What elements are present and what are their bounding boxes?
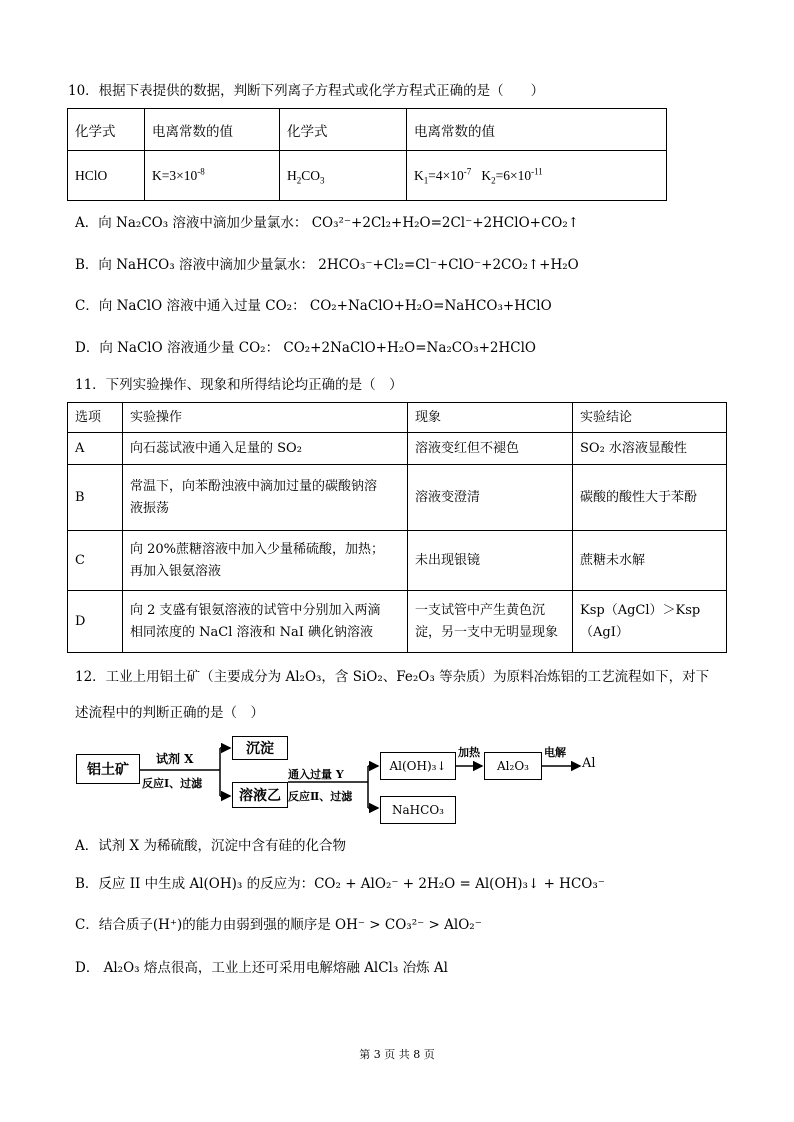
aluminium-label: Al [582, 756, 596, 771]
q11-cell-option: B [68, 465, 123, 531]
q11-cell-phenomenon: 一支试管中产生黄色沉 淀，另一支中无明显现象 [408, 591, 573, 653]
q10-table [67, 108, 667, 201]
electrolysis-label: 电解 [544, 746, 566, 759]
heat-label: 加热 [458, 746, 480, 759]
q12-option-b: B．反应 II 中生成 Al(OH)₃ 的反应为：CO₂ + AlO₂⁻ + 2H₂O = Al(OH)₃↓ + HCO₃⁻ [75, 876, 605, 892]
pass-y-label: 通入过量 Y [288, 768, 344, 781]
q11-cell-phenomenon: 未出现银镜 [408, 531, 573, 591]
q11-header-option: 选项 [68, 403, 123, 433]
bauxite-box: 铝土矿 [76, 754, 140, 784]
q11-cell-conclusion: Ksp（AgCl）＞Ksp（AgI） [573, 591, 727, 653]
q10-header-constant1: 电离常数的值 [145, 109, 280, 151]
q11-cell-conclusion: SO₂ 水溶液显酸性 [573, 433, 727, 465]
q10-option-d: D．向 NaClO 溶液通少量 CO₂： CO₂+2NaClO+H₂O=Na₂CO₃+2HClO [75, 340, 537, 356]
q12-option-c: C．结合质子(H⁺)的能力由弱到强的顺序是 OH⁻ > CO₃²⁻ > AlO₂⁻ [75, 917, 482, 933]
q12-stem-line2: 述流程中的判断正确的是（ ） [75, 705, 264, 721]
q10-header-constant2: 电离常数的值 [407, 109, 667, 151]
table-row [68, 531, 727, 591]
aluminium-hydroxide-box: Al(OH)₃↓ [380, 752, 456, 780]
reagent-x-label: 试剂 X [156, 752, 194, 766]
q10-cell-hclo-k: $K=3\times 10^{-8}$ [145, 151, 280, 201]
q11-cell-conclusion: 碳酸的酸性大于苯酚 [573, 465, 727, 531]
q11-cell-option: C [68, 531, 123, 591]
q10-option-a: A．向 Na₂CO₃ 溶液中滴加少量氯水： CO₃²⁻+2Cl₂+H₂O=2Cl⁻+2HClO+CO₂↑ [75, 215, 580, 231]
q11-stem: 11．下列实验操作、现象和所得结论均正确的是（ ） [75, 377, 403, 393]
q10-cell-hclo: HClO [68, 151, 145, 201]
q10-option-c: C．向 NaClO 溶液中通入过量 CO₂： CO₂+NaClO+H₂O=NaHCO₃+HClO [75, 298, 552, 314]
q11-cell-phenomenon: 溶液变澄清 [408, 465, 573, 531]
reaction1-label: 反应Ⅰ、过滤 [142, 777, 203, 790]
process-flow-diagram [70, 730, 630, 830]
q12-option-a: A．试剂 X 为稀硫酸，沉淀中含有硅的化合物 [75, 838, 346, 854]
q11-header-conclusion: 实验结论 [573, 403, 727, 433]
q10-stem: 10．根据下表提供的数据，判断下列离子方程式或化学方程式正确的是（ ） [68, 83, 545, 99]
table-row [68, 591, 727, 653]
q11-cell-option: D [68, 591, 123, 653]
q11-cell-operation: 向石蕊试液中通入足量的 SO₂ [123, 433, 408, 465]
page-footer: 第 3 页 共 8 页 [359, 1048, 435, 1061]
q11-cell-operation: 常温下，向苯酚浊液中滴加过量的碳酸钠溶 液振荡 [123, 465, 408, 531]
q10-cell-h2co3: $H_2CO_3$ [280, 151, 407, 201]
solution-b-box: 溶液乙 [232, 782, 288, 808]
q11-cell-phenomenon: 溶液变红但不褪色 [408, 433, 573, 465]
q12-option-d: D． Al₂O₃ 熔点很高，工业上还可采用电解熔融 AlCl₃ 冶炼 Al [75, 960, 448, 976]
sodium-bicarbonate-box: NaHCO₃ [380, 796, 456, 824]
precipitate-box: 沉淀 [232, 736, 288, 760]
reaction2-label: 反应Ⅱ、过滤 [288, 790, 353, 803]
q11-cell-operation: 向 2 支盛有银氨溶液的试管中分别加入两滴 相同浓度的 NaCl 溶液和 NaI 碘化钠溶液 [123, 591, 408, 653]
q10-cell-h2co3-k: $K_1=4\times 10^{-7}$ $K_2=6\times 10^{-11}$ [407, 151, 667, 201]
q11-table [67, 402, 727, 653]
q10-header-formula2: 化学式 [280, 109, 407, 151]
q10-option-b: B．向 NaHCO₃ 溶液中滴加少量氯水： 2HCO₃⁻+Cl₂=Cl⁻+ClO⁻+2CO₂↑+H₂O [75, 257, 579, 273]
q12-stem-line1: 12．工业上用铝土矿（主要成分为 Al₂O₃，含 SiO₂、Fe₂O₃ 等杂质）为原料冶炼铝的工艺流程如下，对下 [75, 669, 710, 685]
alumina-box: Al₂O₃ [484, 752, 542, 780]
q10-header-formula1: 化学式 [68, 109, 145, 151]
q11-cell-operation: 向 20%蔗糖溶液中加入少量稀硫酸，加热； 再加入银氨溶液 [123, 531, 408, 591]
q11-cell-conclusion: 蔗糖未水解 [573, 531, 727, 591]
q11-header-phenomenon: 现象 [408, 403, 573, 433]
table-row [68, 433, 727, 465]
q11-header-operation: 实验操作 [123, 403, 408, 433]
q11-cell-option: A [68, 433, 123, 465]
table-row [68, 465, 727, 531]
